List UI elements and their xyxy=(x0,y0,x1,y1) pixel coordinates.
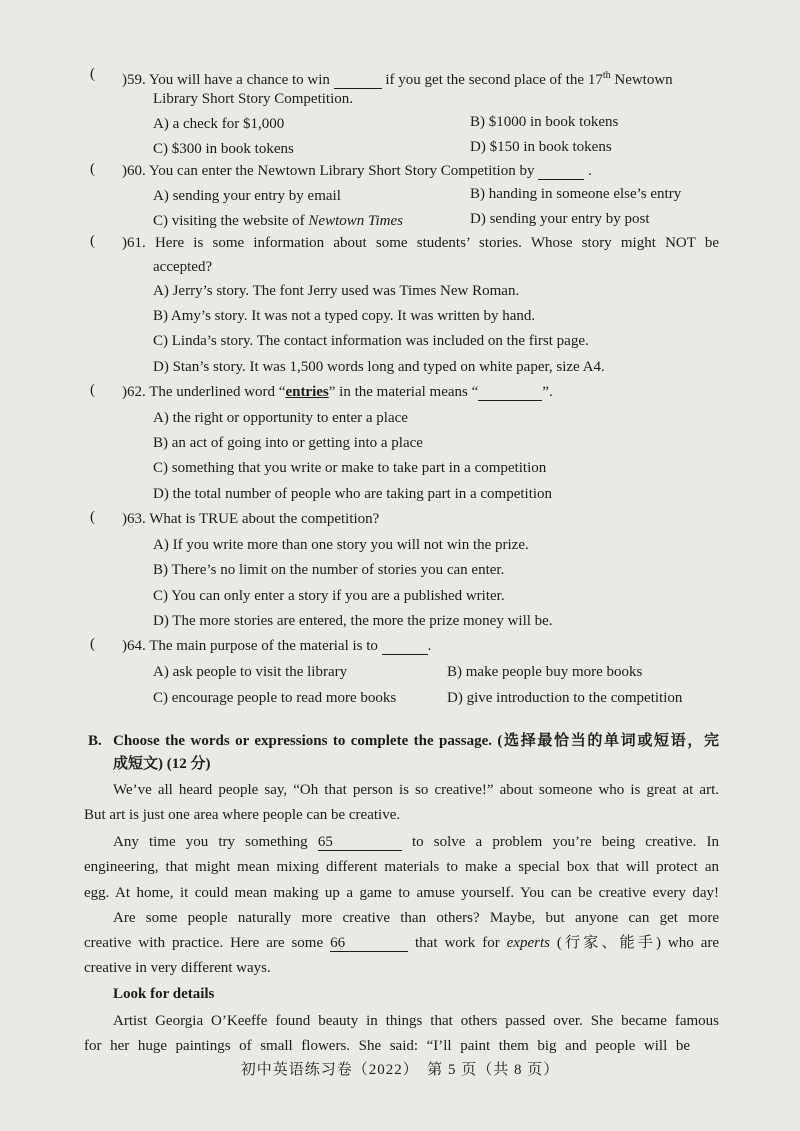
question-number: )64. xyxy=(122,638,146,654)
blank-66: 66 xyxy=(330,935,408,952)
answer-blank xyxy=(334,72,382,89)
underlined-keyword: entries xyxy=(285,384,329,400)
option-c xyxy=(153,211,403,231)
question-number: )62. xyxy=(122,384,146,400)
option-text: C) visiting the website of xyxy=(153,213,305,229)
option-d: D) Stan’s story. It was 1,500 words long and typed on white paper, size A4. xyxy=(153,359,605,375)
option-d: D) give introduction to the competition xyxy=(447,690,683,706)
passage-line xyxy=(113,832,719,852)
option-italic: Newtown Times xyxy=(308,213,404,229)
option-b: B) $1000 in book tokens xyxy=(470,114,619,130)
answer-paren: ( xyxy=(90,636,95,652)
answer-paren: ( xyxy=(90,382,95,398)
option-b: B) make people buy more books xyxy=(447,664,643,680)
passage-line xyxy=(84,933,719,953)
stem-text: You will have a chance to win xyxy=(148,72,330,88)
passage-line: We’ve all heard people say, “Oh that person is so creative!” about someone who is great at art. xyxy=(113,782,719,798)
passage-line: creative in very different ways. xyxy=(84,960,271,976)
passage-text: creative with practice. Here are some xyxy=(84,935,324,951)
option-c: C) Linda’s story. The contact information was included on the first page. xyxy=(153,333,589,349)
passage-line: Artist Georgia O’Keeffe found beauty in things that others passed over. She became famous xyxy=(113,1013,719,1029)
question-number: )63. xyxy=(122,511,146,527)
option-b: B) handing in someone else’s entry xyxy=(470,186,682,202)
option-c: C) encourage people to read more books xyxy=(153,690,397,706)
option-b: B) There’s no limit on the number of stories you can enter. xyxy=(153,562,505,578)
question-stem xyxy=(122,636,431,656)
option-a: A) sending your entry by email xyxy=(153,188,341,204)
stem-text: Newtown xyxy=(614,72,673,88)
stem-text: if you get the second place of the 17 xyxy=(385,72,603,88)
question-stem xyxy=(122,382,553,402)
passage-text: to solve a problem you’re being creative. In xyxy=(411,834,720,850)
option-c: C) something that you write or make to take part in a competition xyxy=(153,460,547,476)
section-instruction: Choose the words or expressions to complete the passage. (选择最恰当的单词或短语，完 xyxy=(113,733,719,749)
option-b: B) Amy’s story. It was not a typed copy. It was written by hand. xyxy=(153,308,536,324)
question-stem xyxy=(122,509,379,529)
stem-text: What is TRUE about the competition? xyxy=(149,511,380,527)
option-b: B) an act of going into or getting into a place xyxy=(153,435,423,451)
page-footer: 初中英语练习卷（2022） 第 5 页（共 8 页） xyxy=(240,1062,560,1078)
option-a: A) If you write more than one story you will not win the prize. xyxy=(153,537,529,553)
question-stem xyxy=(122,66,673,90)
answer-paren: ( xyxy=(90,66,95,82)
stem-text: You can enter the Newtown Library Short Story Competition by xyxy=(148,163,535,179)
answer-paren: ( xyxy=(90,233,95,249)
answer-paren: ( xyxy=(90,509,95,525)
option-d: D) $150 in book tokens xyxy=(470,139,612,155)
blank-65: 65 xyxy=(318,834,402,851)
passage-text: that work for xyxy=(415,935,500,951)
passage-line: Are some people naturally more creative than others? Maybe, but anyone can get more xyxy=(113,910,719,926)
stem-text: ” in the material means “ xyxy=(328,384,479,400)
subheading: Look for details xyxy=(113,986,215,1002)
option-c: C) You can only enter a story if you are a published writer. xyxy=(153,588,505,604)
question-number: )61. xyxy=(122,235,146,251)
option-c: C) $300 in book tokens xyxy=(153,141,294,157)
option-a: A) Jerry’s story. The font Jerry used was Times New Roman. xyxy=(153,283,520,299)
option-d: D) sending your entry by post xyxy=(470,211,650,227)
passage-line: engineering, that might mean mixing different materials to make a special box that will protect an xyxy=(84,859,719,875)
stem-end: ”. xyxy=(542,384,553,400)
stem-end: . xyxy=(587,163,592,179)
option-d: D) The more stories are entered, the more the prize money will be. xyxy=(153,613,553,629)
question-number: )59. xyxy=(122,72,146,88)
section-instruction-cont: 成短文) (12 分) xyxy=(113,756,211,772)
stem-continuation: Library Short Story Competition. xyxy=(153,91,353,107)
stem-text: Here is some information about some students’ stories. Whose story might NOT be xyxy=(154,235,719,251)
option-a: A) the right or opportunity to enter a place xyxy=(153,410,408,426)
stem-continuation: accepted? xyxy=(153,259,213,275)
passage-text: (行家、能手) who are xyxy=(556,935,720,951)
question-number: )60. xyxy=(122,163,146,179)
question-stem xyxy=(122,233,719,253)
passage-line: egg. At home, it could mean making up a game to amuse yourself. You can be creative every day! xyxy=(84,885,719,901)
passage-text: Any time you try something xyxy=(113,834,308,850)
answer-blank xyxy=(538,163,584,180)
passage-italic: experts xyxy=(506,935,550,951)
answer-blank xyxy=(478,384,542,401)
passage-line: for her huge paintings of small flowers. She said: “I’ll paint them big and people will be xyxy=(84,1038,690,1054)
superscript: th xyxy=(602,70,611,81)
option-d: D) the total number of people who are taking part in a competition xyxy=(153,486,553,502)
stem-text: The main purpose of the material is to xyxy=(149,638,378,654)
section-letter: B. xyxy=(88,733,102,749)
answer-blank xyxy=(382,638,428,655)
answer-paren: ( xyxy=(90,161,95,177)
stem-text: The underlined word “ xyxy=(149,384,286,400)
stem-end: . xyxy=(427,638,432,654)
question-stem xyxy=(122,161,592,181)
option-a: A) a check for $1,000 xyxy=(153,116,285,132)
passage-line: But art is just one area where people can be creative. xyxy=(84,807,401,823)
option-a: A) ask people to visit the library xyxy=(153,664,348,680)
